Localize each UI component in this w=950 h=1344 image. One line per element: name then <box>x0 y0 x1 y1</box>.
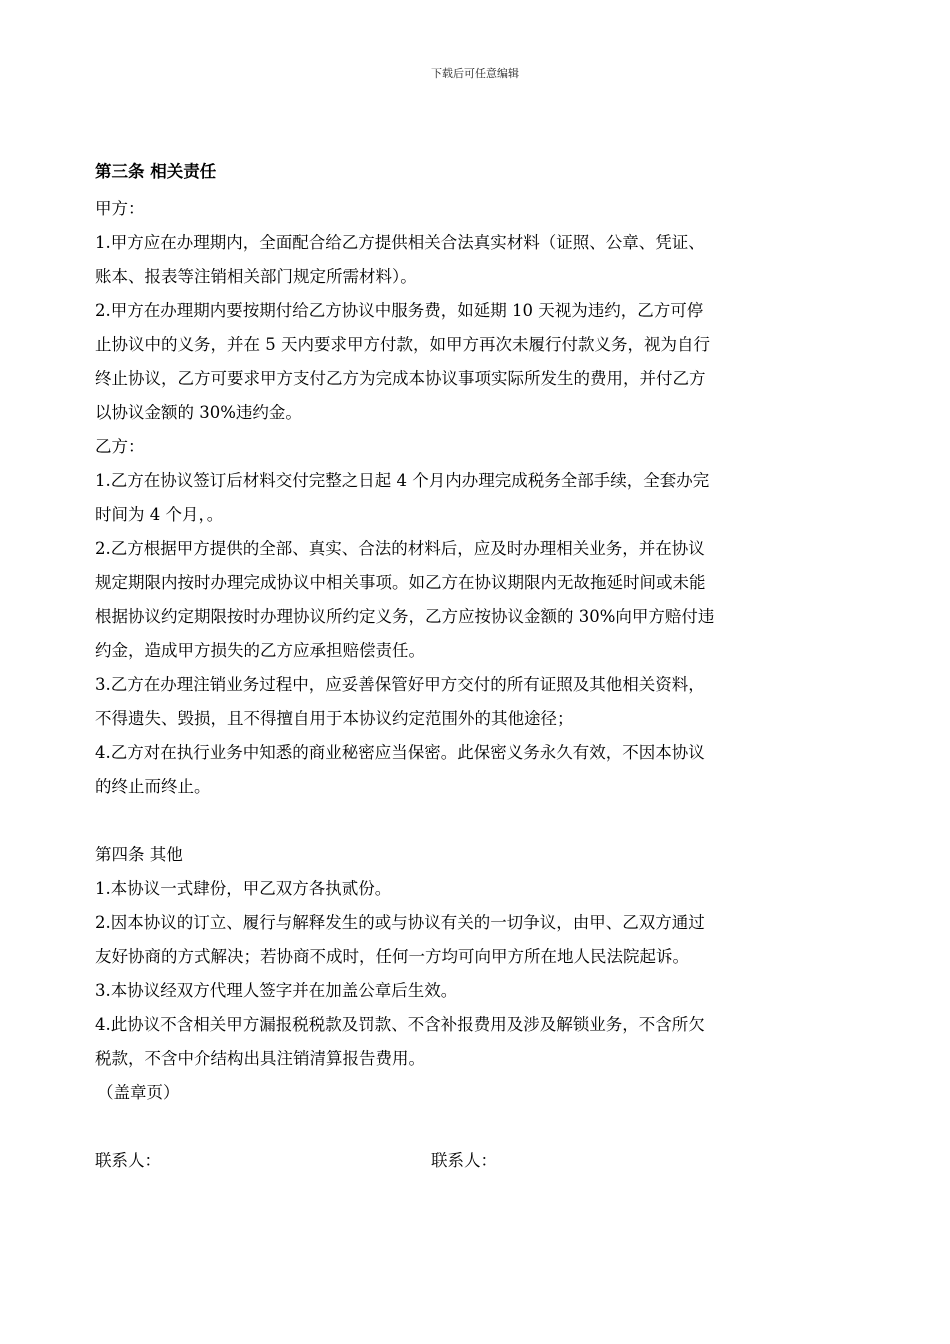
article4-item-4-line-2: 税款，不含中介结构出具注销清算报告费用。 <box>95 1049 425 1068</box>
party-b-item-3-line-1: 3.乙方在办理注销业务过程中，应妥善保管好甲方交付的所有证照及其他相关资料， <box>95 675 705 694</box>
party-b-item-1 <box>95 464 813 532</box>
contacts-row <box>95 1144 813 1178</box>
party-a-item-2-line-2: 止协议中的义务，并在 5 天内要求甲方付款，如甲方再次未履行付款义务，视为自行 <box>95 335 710 354</box>
party-b-item-2-line-1: 2.乙方根据甲方提供的全部、真实、合法的材料后，应及时办理相关业务，并在协议 <box>95 539 705 558</box>
party-a-item-2-line-4: 以协议金额的 30%违约金。 <box>95 403 302 422</box>
party-b-item-1-line-2: 时间为 4 个月，。 <box>95 505 224 524</box>
article4-item-2-line-1: 2.因本协议的订立、履行与解释发生的或与协议有关的一切争议，由甲、乙双方通过 <box>95 913 705 932</box>
contact-label-right: 联系人： <box>431 1151 497 1170</box>
party-a-item-1-line-2: 账本、报表等注销相关部门规定所需材料）。 <box>95 267 417 286</box>
party-a-item-1-line-1: 1.甲方应在办理期内，全面配合给乙方提供相关合法真实材料（证照、公章、凭证、 <box>95 233 705 252</box>
party-b-item-2-line-2: 规定期限内按时办理完成协议中相关事项。如乙方在协议期限内无故拖延时间或未能 <box>95 573 706 592</box>
party-b-item-2-line-4: 约金，造成甲方损失的乙方应承担赔偿责任。 <box>95 641 425 660</box>
party-a-item-2-line-3: 终止协议，乙方可要求甲方支付乙方为完成本协议事项实际所发生的费用，并付乙方 <box>95 369 706 388</box>
article4-item-1 <box>95 872 813 906</box>
party-b-item-4-line-2: 的终止而终止。 <box>95 777 211 796</box>
article4-item-3 <box>95 974 813 1008</box>
party-b-item-1-line-1: 1.乙方在协议签订后材料交付完整之日起 4 个月内办理完成税务全部手续，全套办完 <box>95 471 710 490</box>
party-b-item-3 <box>95 668 813 736</box>
article3-title: 第三条 相关责任 <box>95 162 217 181</box>
party-a-item-2 <box>95 294 813 430</box>
article4-item-3-line-1: 3.本协议经双方代理人签字并在加盖公章后生效。 <box>95 981 458 1000</box>
party-b-item-2-line-3: 根据协议约定期限按时办理协议所约定义务，乙方应按协议金额的 30%向甲方赔付违 <box>95 607 715 626</box>
contact-label-left: 联系人： <box>95 1151 161 1170</box>
party-a-item-1 <box>95 226 813 294</box>
party-b-item-4 <box>95 736 813 804</box>
article4-title: 第四条 其他 <box>95 845 183 864</box>
party-b-label: 乙方： <box>95 437 145 456</box>
stamp-page-note: （盖章页） <box>97 1083 180 1102</box>
section-spacer <box>95 804 813 838</box>
party-a-label: 甲方： <box>95 199 145 218</box>
article4-item-4-line-1: 4.此协议不含相关甲方漏报税税款及罚款、不含补报费用及涉及解锁业务，不含所欠 <box>95 1015 705 1034</box>
article4-item-4 <box>95 1008 813 1076</box>
article4-item-2 <box>95 906 813 974</box>
party-b-item-4-line-1: 4.乙方对在执行业务中知悉的商业秘密应当保密。此保密义务永久有效，不因本协议 <box>95 743 705 762</box>
header-note: 下载后可任意编辑 <box>431 67 519 80</box>
document-body <box>95 158 813 1178</box>
party-b-item-3-line-2: 不得遗失、毁损，且不得擅自用于本协议约定范围外的其他途径； <box>95 709 574 728</box>
article4-item-2-line-2: 友好协商的方式解决；若协商不成时，任何一方均可向甲方所在地人民法院起诉。 <box>95 947 689 966</box>
party-a-item-2-line-1: 2.甲方在办理期内要按期付给乙方协议中服务费，如延期 10 天视为违约，乙方可停 <box>95 301 704 320</box>
article4-item-1-line-1: 1.本协议一式肆份，甲乙双方各执贰份。 <box>95 879 392 898</box>
party-b-item-2 <box>95 532 813 668</box>
